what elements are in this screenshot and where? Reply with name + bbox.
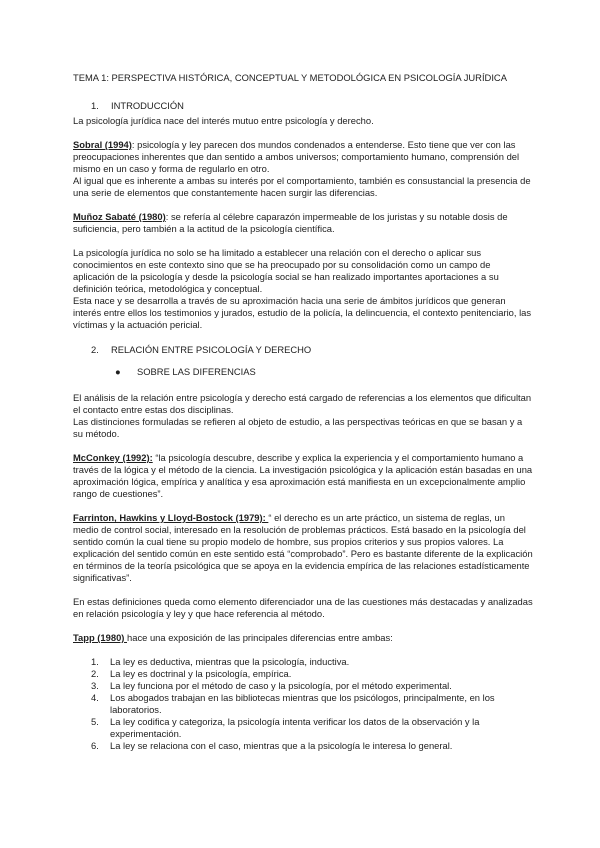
sobral-paragraph	[73, 139, 533, 175]
sobral-text: : psicología y ley parecen dos mundos condenados a entenderse. Esto tiene que ver con las preocupaciones inherentes que dan sentido a ambos universos; comportamiento humano, comprensión del mismo en un caso y forma de regularlo en otro.	[73, 139, 520, 174]
citation-farrington: Farrinton, Hawkins y Lloyd-Bostock (1979):	[73, 512, 269, 523]
munoz-paragraph	[73, 211, 533, 235]
farrington-text: “ el derecho es un arte práctico, un sistema de reglas, un medio de control social, interesado en la resolución de problemas prácticos. Está basado en la psicología del sentido común la cual tiene su propio modelo de hombre, sus propios criterios y sus propios valores. La explicación del sentido común en este sentido está “comprobado”. Pero es bastante diferente de la explicación en términos de la teoría psicológica que se apoya en la evidencia empírica de las relaciones estadísticamente significativas”.	[73, 512, 533, 583]
definiciones-paragraph: En estas definiciones queda como elemento diferenciador una de las cuestiones más destacadas y analizadas en relación psicología y ley y que hace referencia al método.	[73, 596, 533, 619]
differences-list	[73, 656, 533, 752]
farrington-paragraph	[73, 512, 533, 584]
citation-munoz-sabate: Muñoz Sabaté (1980)	[73, 211, 166, 222]
list-item: 3. La ley funciona por el método de caso y la psicología, por el método experimental.	[91, 680, 452, 691]
list-item: 2. La ley es doctrinal y la psicología, empírica.	[91, 668, 292, 679]
citation-sobral: Sobral (1994)	[73, 139, 132, 150]
analisis-paragraph: El análisis de la relación entre psicología y derecho está cargado de referencias a los elementos que dificultan el contacto entre estas dos disciplinas.	[73, 392, 532, 415]
citation-tapp: Tapp (1980)	[73, 632, 128, 643]
tapp-paragraph	[73, 632, 533, 644]
list-item: 5. La ley codifica y categoriza, la psicología intenta verificar los datos de la observación y la experimentación.	[91, 716, 480, 739]
list-item: 1. La ley es deductiva, mientras que la psicología, inductiva.	[91, 656, 350, 667]
ambitos-juridicos-paragraph: Esta nace y se desarrolla a través de su aproximación hacia una serie de ámbitos jurídicos que generan interés entre ellos los testimonios y jurados, estudio de la policía, la delincuencia, el contexto penitenciario, las víctimas y la actuación pericial.	[73, 295, 532, 330]
document-title: TEMA 1: PERSPECTIVA HISTÓRICA, CONCEPTUAL Y METODOLÓGICA EN PSICOLOGÍA JURÍDICA	[73, 72, 507, 83]
citation-mcconkey: McConkey (1992):	[73, 452, 153, 463]
list-item: 4. Los abogados trabajan en las bibliotecas mientras que los psicólogos, principalmente, en los laboratorios.	[91, 692, 495, 715]
subheading-diferencias	[115, 366, 533, 378]
sobral-paragraph-continued: Al igual que es inherente a ambas su interés por el comportamiento, también es consustancial la presencia de una serie de elementos que constantemente hacen surgir las diferencias.	[73, 175, 531, 198]
munoz-text: : se refería al célebre caparazón impermeable de los juristas y su notable dosis de suficiencia, pero también a la actitud de la psicología científica.	[73, 211, 508, 234]
section-title: INTRODUCCIÓN	[111, 100, 184, 111]
section-number: 1.	[91, 100, 99, 111]
subheading-text: SOBRE LAS DIFERENCIAS	[137, 366, 256, 377]
psicologia-juridica-paragraph: La psicología jurídica no solo se ha limitado a establecer una relación con el derecho o aplicar sus conocimientos en este contexto sino que se ha preocupado por su consolidación como un campo de aplicación de la psicología y desde la psicología social se han realizado importantes aportaciones a su definición teórica, metodológica y conceptual.	[73, 247, 499, 294]
intro-paragraph: La psicología jurídica nace del interés mutuo entre psicología y derecho.	[73, 115, 374, 126]
mcconkey-text: “la psicología descubre, describe y explica la experiencia y el comportamiento humano a través de la lógica y el método de la ciencia. La investigación psicológica y la aplicación están basadas en una aproximación lógica, empírica y analítica y esa aproximación está manifiesta en un excepcionalmente amplio rango de cuestiones”.	[73, 452, 533, 499]
mcconkey-paragraph	[73, 452, 533, 500]
distinciones-paragraph: Las distinciones formuladas se refieren al objeto de estudio, a las perspectivas teóricas en que se basan y a su método.	[73, 416, 523, 439]
list-item: 6. La ley se relaciona con el caso, mientras que a la psicología le interesa lo general.	[91, 740, 453, 751]
section-heading-introduccion	[91, 100, 533, 112]
section-number: 2.	[91, 344, 99, 355]
bullet-icon: ●	[115, 366, 121, 377]
section-title: RELACIÓN ENTRE PSICOLOGÍA Y DERECHO	[111, 344, 312, 355]
section-heading-relacion	[91, 344, 533, 356]
document-content	[73, 72, 533, 752]
tapp-text: hace una exposición de las principales diferencias entre ambas:	[127, 632, 393, 643]
